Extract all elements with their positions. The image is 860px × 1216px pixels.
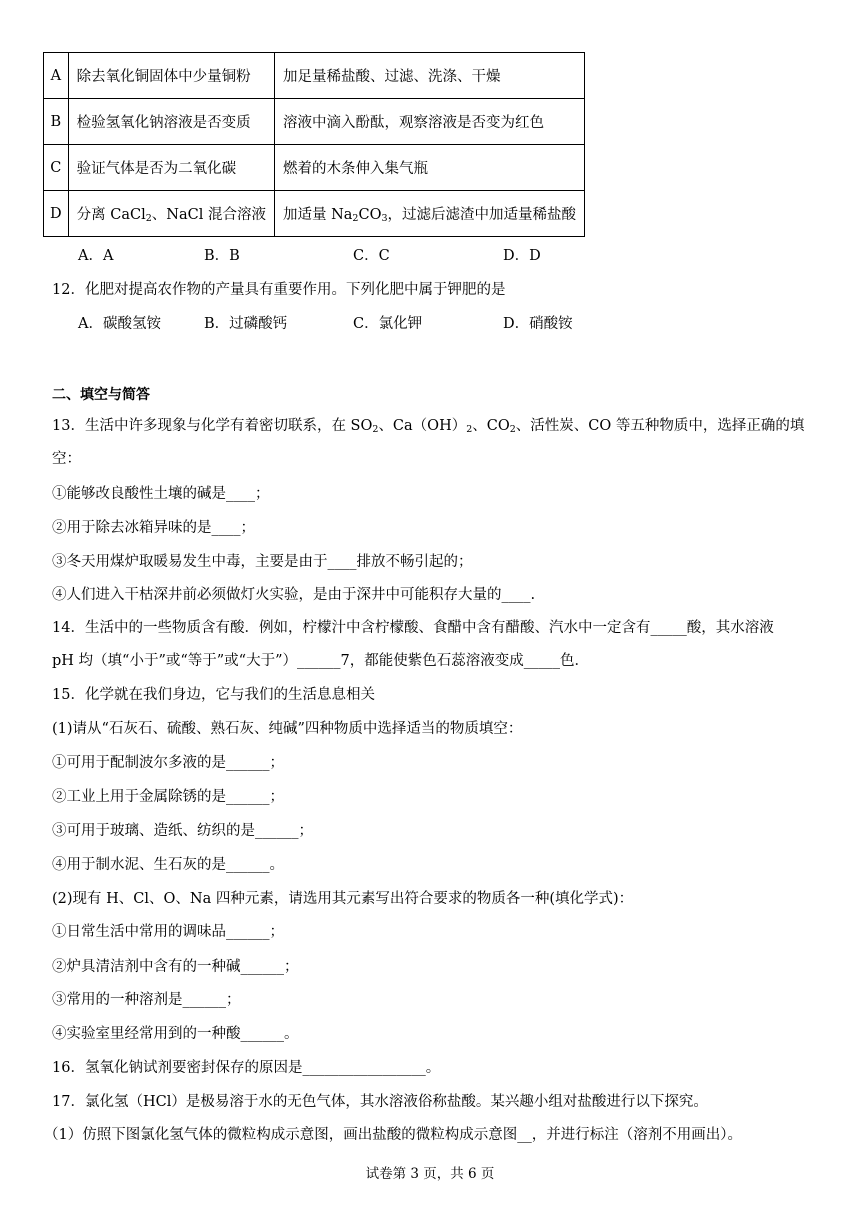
- row-letter: B: [44, 99, 69, 145]
- q16-stem: 16．氢氧化钠试剂要密封保存的原因是_________________。: [52, 1060, 441, 1076]
- q14-line1: 14．生活中的一些物质含有酸．例如，柠檬汁中含柠檬酸、食醋中含有醋酸、汽水中一定含有_____酸，其水溶液: [52, 620, 774, 636]
- options-table: [43, 52, 585, 237]
- q15-item: ③可用于玻璃、造纸、纺织的是______；: [52, 823, 313, 839]
- q15-item: ②炉具清洁剂中含有的一种碱______；: [52, 959, 299, 975]
- q13-item: ③冬天用煤炉取暖易发生中毒，主要是由于____排放不畅引起的；: [52, 554, 473, 570]
- q17-line1: 17．氯化氢（HCl）是极易溶于水的无色气体，其水溶液俗称盐酸。某兴趣小组对盐酸进行以下探究。: [52, 1094, 708, 1110]
- q11-option-a: A．A: [78, 248, 114, 264]
- table-row: [44, 145, 585, 191]
- q15-item: ①日常生活中常用的调味品______；: [52, 924, 284, 940]
- q15-item: ④实验室里经常用到的一种酸______。: [52, 1026, 299, 1042]
- page-footer: 试卷第 3 页，共 6 页: [365, 1166, 495, 1182]
- q15-part1: (1)请从“石灰石、硫酸、熟石灰、纯碱”四种物质中选择适当的物质填空：: [52, 721, 523, 737]
- q13-stem-cont: 空：: [52, 451, 81, 467]
- row-goal: 除去氧化铜固体中少量铜粉: [68, 53, 274, 99]
- table-row: [44, 99, 585, 145]
- row-method: 加足量稀盐酸、过滤、洗涤、干燥: [274, 53, 584, 99]
- row-method: 溶液中滴入酚酞，观察溶液是否变为红色: [274, 99, 584, 145]
- q12-option-b: B．过磷酸钙: [204, 316, 288, 332]
- section-title: 二、填空与简答: [52, 387, 150, 403]
- q12-option-a: A．碳酸氢铵: [78, 316, 161, 332]
- q11-option-c: C．C: [353, 248, 390, 264]
- q15-stem: 15．化学就在我们身边，它与我们的生活息息相关: [52, 687, 375, 703]
- q15-item: ①可用于配制波尔多液的是______；: [52, 755, 284, 771]
- q11-option-b: B．B: [204, 248, 240, 264]
- q14-line2: pH 均（填“小于”或“等于”或“大于”）______7，都能使紫色石蕊溶液变成_____色．: [52, 653, 589, 669]
- row-goal: 验证气体是否为二氧化碳: [68, 145, 274, 191]
- table-row: [44, 53, 585, 99]
- q11-option-d: D．D: [503, 248, 541, 264]
- row-letter: C: [44, 145, 69, 191]
- row-letter: A: [44, 53, 69, 99]
- row-method: 加适量 $Na_2CO_3$，过滤后滤渣中加适量稀盐酸: [274, 191, 584, 237]
- row-goal: 检验氢氧化钠溶液是否变质: [68, 99, 274, 145]
- q13-stem: 13．生活中许多现象与化学有着密切联系，在 $SO_2$、$Ca(OH)_2$、$CO_2$、活性炭、CO 等五种物质中，选择正确的填: [52, 418, 805, 435]
- q15-item: ②工业上用于金属除锈的是______；: [52, 789, 284, 805]
- q17-line2: （1）仿照下图氯化氢气体的微粒构成示意图，画出盐酸的微粒构成示意图__，并进行标注（溶剂不用画出）。: [44, 1127, 742, 1143]
- q12-option-c: C．氯化钾: [353, 316, 423, 332]
- q13-item: ②用于除去冰箱异味的是____；: [52, 520, 255, 536]
- row-method: 燃着的木条伸入集气瓶: [274, 145, 584, 191]
- q15-item: ③常用的一种溶剂是______；: [52, 992, 241, 1008]
- q15-part2: (2)现有 H、Cl、O、Na 四种元素，请选用其元素写出符合要求的物质各一种(填化学式)：: [52, 891, 634, 907]
- q12-stem: 12．化肥对提高农作物的产量具有重要作用。下列化肥中属于钾肥的是: [52, 282, 506, 298]
- table-row: [44, 191, 585, 237]
- q15-item: ④用于制水泥、生石灰的是______。: [52, 857, 284, 873]
- row-goal: 分离 CaCl$_2$、NaCl 混合溶液: [68, 191, 274, 237]
- q13-item: ④人们进入干枯深井前必须做灯火实验，是由于深井中可能积存大量的____.: [52, 587, 536, 603]
- row-letter: D: [44, 191, 69, 237]
- q13-item: ①能够改良酸性土壤的碱是____；: [52, 486, 270, 502]
- q12-option-d: D．硝酸铵: [503, 316, 573, 332]
